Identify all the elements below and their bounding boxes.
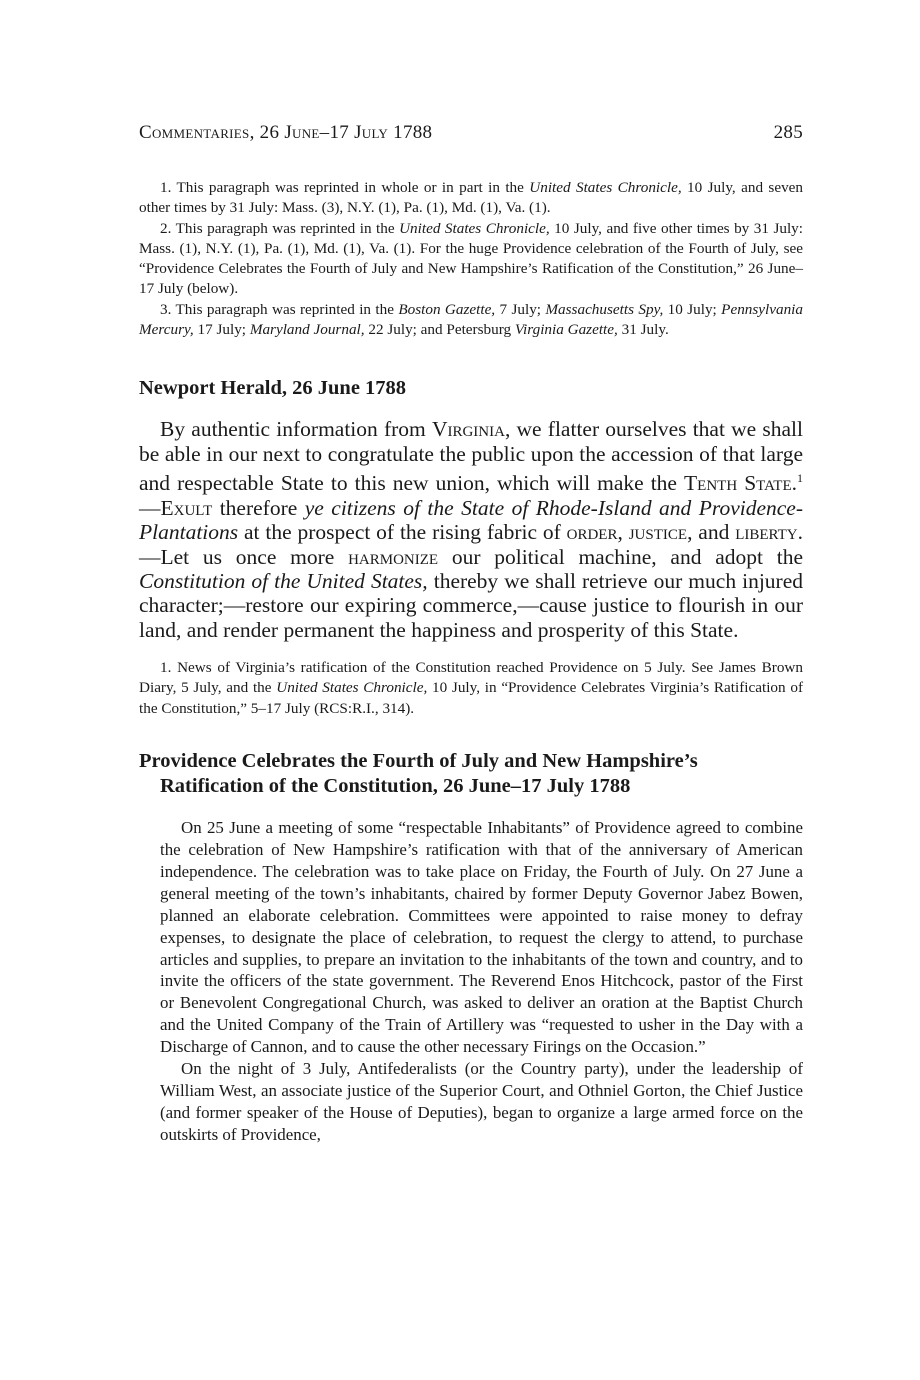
running-title: Commentaries, 26 June–17 July 1788 bbox=[139, 122, 433, 143]
section-heading-newport-herald: Newport Herald, 26 June 1788 bbox=[139, 377, 407, 400]
footnote-3: 3. This paragraph was reprinted in the Boston Gazette, 7 July; Massachusetts Spy, 10 July; Pennsylvania Mercury, 17 July; Maryland Journal, 22 July; and Petersburg Virginia Gazette, 31 July. bbox=[139, 300, 803, 339]
footnote-2: 2. This paragraph was reprinted in the United States Chronicle, 10 July, and five other times by 31 July: Mass. (1), N.Y. (1), Pa. (1), Md. (1), Va. (1). For the huge Providence celebration of the Fourth of July, see “Providence Celebrates the Fourth of July and New Hampshire’s Ratification of the Constitution,” 26 June–17 July (below). bbox=[139, 219, 803, 298]
intro-paragraph-2: On the night of 3 July, Antifederalists (or the Country party), under the leadership of William West, an associate justice of the Superior Court, and Othniel Gorton, the Chief Justice (and former speaker of the House of Deputies), began to organize a large armed force on the outskirts of Providence, bbox=[160, 1059, 803, 1144]
newport-herald-body: By authentic information from Virginia, we flatter ourselves that we shall be able in our next to congratulate the public upon the accession of that large and respectable State to this new union, which will make the Tenth State.$^1$—Exult therefore ye citizens of the State of Rhode-Island and Providence-Plantations at the prospect of the rising fabric of order, justice, and liberty.—Let us once more harmonize our political machine, and adopt the Constitution of the United States, thereby we shall retrieve our much injured character;—restore our expiring commerce,—cause justice to flourish in our land, and render permanent the happiness and prosperity of this State. bbox=[139, 417, 803, 642]
page-number: 285 bbox=[773, 122, 803, 143]
footnote-1: 1. This paragraph was reprinted in whole or in part in the United States Chronicle, 10 July, and seven other times by 31 July: Mass. (3), N.Y. (1), Pa. (1), Md. (1), Va. (1). bbox=[139, 179, 804, 217]
section-heading-providence: Providence Celebrates the Fourth of July and New Hampshire’s Ratification of the Constitution, 26 June–17 July 1788 bbox=[139, 750, 698, 798]
footnotes-top bbox=[139, 178, 803, 340]
providence-intro bbox=[139, 817, 803, 1146]
intro-paragraph-1: On 25 June a meeting of some “respectable Inhabitants” of Providence agreed to combine the celebration of New Hampshire’s ratification with that of the anniversary of American independence. The celebration was to take place on Friday, the Fourth of July. On 27 June a general meeting of the town’s inhabitants, chaired by former Deputy Governor Jabez Bowen, planned an elaborate celebration. Committees were appointed to raise money to defray expenses, to designate the place of celebration, to request the clergy to attend, to purchase articles and supplies, to prepare an invitation to the inhabitants of the town and country, and to invite the officers of the state government. The Reverend Enos Hitchcock, pastor of the First or Benevolent Congregational Church, was asked to deliver an oration at the Baptist Church and the United Company of the Train of Artillery was “requested to usher in the Day with a Discharge of Cannon, and to cause the other necessary Firings on the Occasion.” bbox=[160, 818, 803, 1057]
running-head bbox=[139, 122, 803, 144]
newport-herald-footnote: 1. News of Virginia’s ratification of the Constitution reached Providence on 5 July. See James Brown Diary, 5 July, and the United States Chronicle, 10 July, in “Providence Celebrates Virginia’s Ratification of the Constitution,” 5–17 July (RCS:R.I., 314). bbox=[139, 659, 804, 717]
document-page bbox=[139, 122, 803, 1146]
